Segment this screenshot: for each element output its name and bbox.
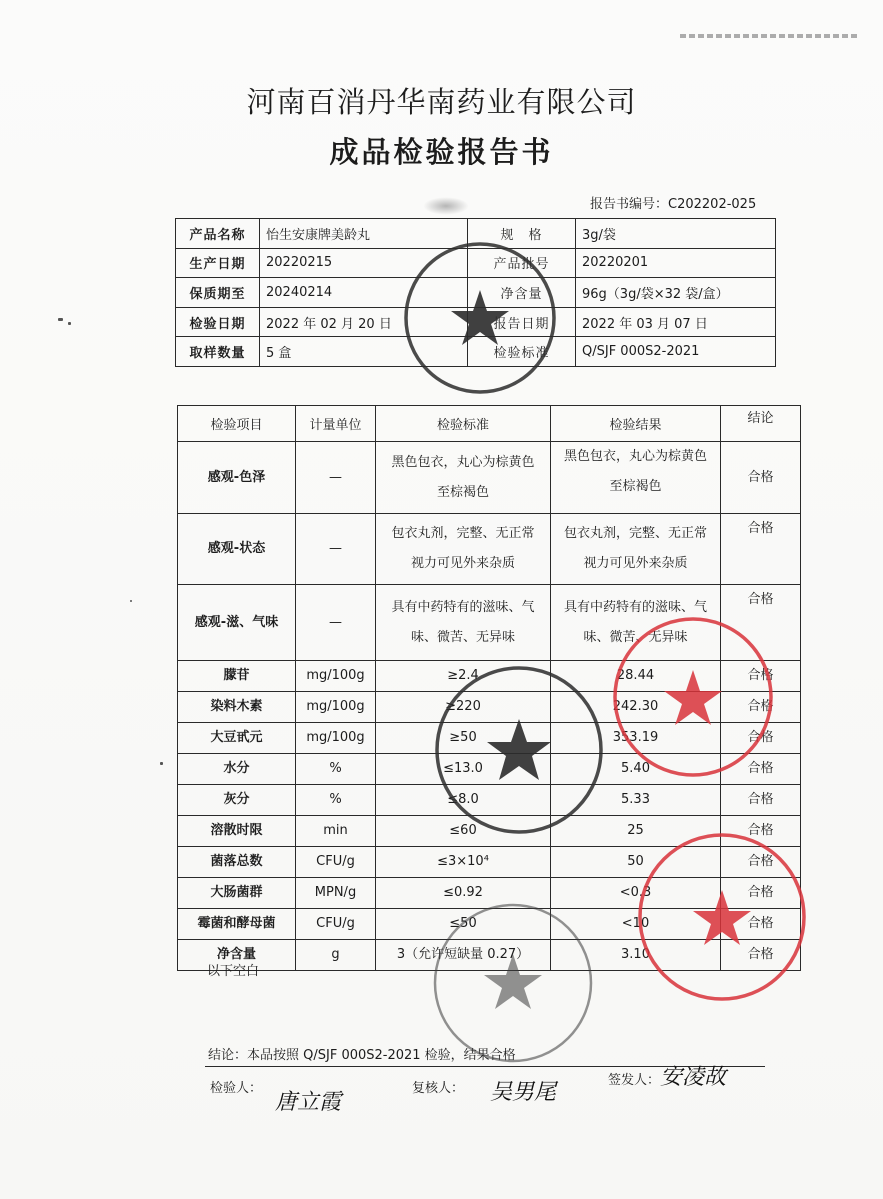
item-unit: mg/100g xyxy=(296,692,376,723)
report-number-label: 报告书编号： xyxy=(590,197,669,212)
reviewer-signature: 吴男尾 xyxy=(490,1080,557,1105)
report-title: 成品检验报告书 xyxy=(329,135,554,169)
item-standard: ≤8.0 xyxy=(376,785,551,816)
item-name: 感观-色泽 xyxy=(178,442,296,514)
item-name: 霉菌和酵母菌 xyxy=(178,909,296,940)
spec-value: 3g/袋 xyxy=(576,219,776,249)
result-line: 具有中药特有的滋味、气 xyxy=(563,599,707,615)
expiry-value: 20240214 xyxy=(260,278,468,308)
item-result: 5.40 xyxy=(551,754,721,785)
item-standard xyxy=(376,514,551,585)
item-conclusion: 合格 xyxy=(721,754,801,785)
item-standard: 3（允许短缺量 0.27） xyxy=(376,940,551,971)
item-unit: CFU/g xyxy=(296,847,376,878)
item-standard: ≤3×10⁴ xyxy=(376,847,551,878)
item-result: 3.10 xyxy=(551,940,721,971)
item-standard: ≥2.4 xyxy=(376,661,551,692)
faint-seal-stamp xyxy=(428,898,598,1068)
item-unit: — xyxy=(296,585,376,661)
standard-line: 具有中药特有的滋味、气 xyxy=(391,599,535,615)
item-unit: % xyxy=(296,785,376,816)
sample-seal-stamp xyxy=(635,830,810,1005)
issuer-label: 签发人： xyxy=(608,1073,661,1088)
item-unit: — xyxy=(296,514,376,585)
item-unit: g xyxy=(296,940,376,971)
scan-speck xyxy=(130,600,132,602)
item-unit: CFU/g xyxy=(296,909,376,940)
item-conclusion: 合格 xyxy=(721,692,801,723)
result-line: 视力可见外来杂质 xyxy=(583,556,688,571)
item-result: 50 xyxy=(551,847,721,878)
item-unit: mg/100g xyxy=(296,661,376,692)
sample-qty-value: 5 盒 xyxy=(260,337,468,367)
table-row xyxy=(178,514,801,585)
standard-line: 视力可见外来杂质 xyxy=(410,556,515,571)
inspector-label: 检验人： xyxy=(210,1081,263,1096)
result-line: 黑色包衣，丸心为棕黄色 xyxy=(563,449,707,464)
item-name: 染料木素 xyxy=(178,692,296,723)
item-result: 353.19 xyxy=(551,723,721,754)
item-result xyxy=(551,442,721,514)
item-name: 水分 xyxy=(178,754,296,785)
production-date-value: 20220215 xyxy=(260,248,468,278)
table-row xyxy=(178,442,801,514)
item-result xyxy=(551,514,721,585)
item-result: 242.30 xyxy=(551,692,721,723)
scan-edge-line xyxy=(680,34,860,38)
item-standard xyxy=(376,442,551,514)
item-result: 28.44 xyxy=(551,661,721,692)
expiry-label: 保质期至 xyxy=(176,278,260,308)
item-standard: ≤0.92 xyxy=(376,878,551,909)
item-conclusion: 合格 xyxy=(721,847,801,878)
reviewer-label: 复核人： xyxy=(412,1081,465,1096)
blank-below-note: 以下空白 xyxy=(207,964,260,979)
standard-label: 检验标准 xyxy=(468,337,576,367)
product-name-value: 怡生安康牌美龄丸 xyxy=(260,219,468,249)
item-conclusion: 合格 xyxy=(721,940,801,971)
item-name: 朦苷 xyxy=(178,661,296,692)
header-standard: 检验标准 xyxy=(376,406,551,442)
item-name: 感观-滋、气味 xyxy=(178,585,296,661)
item-standard: ≤50 xyxy=(376,909,551,940)
inspection-date-label: 检验日期 xyxy=(176,307,260,337)
item-name: 大豆甙元 xyxy=(178,723,296,754)
item-unit: MPN/g xyxy=(296,878,376,909)
scan-speck xyxy=(68,322,71,325)
standard-line: 味、微苦、无异味 xyxy=(410,629,515,645)
item-name: 感观-状态 xyxy=(178,514,296,585)
item-conclusion: 合格 xyxy=(721,585,801,661)
report-date-label: 报告日期 xyxy=(468,307,576,337)
conclusion-text: 结论：本品按照 Q/SJF 000S2-2021 检验，结果合格 xyxy=(208,1048,516,1063)
item-conclusion: 合格 xyxy=(721,514,801,585)
scan-speck xyxy=(160,762,163,765)
item-conclusion: 合格 xyxy=(721,878,801,909)
item-conclusion: 合格 xyxy=(721,723,801,754)
standard-line: 至棕褐色 xyxy=(436,484,489,500)
result-line: 至棕褐色 xyxy=(609,479,662,494)
net-content-value: 96g（3g/袋×32 袋/盒） xyxy=(576,278,776,308)
header-item: 检验项目 xyxy=(178,406,296,442)
item-result: 25 xyxy=(551,816,721,847)
item-unit: min xyxy=(296,816,376,847)
item-standard: ≤60 xyxy=(376,816,551,847)
item-conclusion: 合格 xyxy=(721,442,801,514)
item-name: 溶散时限 xyxy=(178,816,296,847)
standard-value: Q/SJF 000S2-2021 xyxy=(576,337,776,367)
report-number xyxy=(590,193,756,212)
product-name-label: 产品名称 xyxy=(176,219,260,249)
item-name: 大肠菌群 xyxy=(178,878,296,909)
production-date-label: 生产日期 xyxy=(176,248,260,278)
standard-line: 黑色包衣，丸心为棕黄色 xyxy=(391,454,535,470)
item-unit: mg/100g xyxy=(296,723,376,754)
item-result: <0.3 xyxy=(551,878,721,909)
report-date-value: 2022 年 03 月 07 日 xyxy=(576,307,776,337)
header-result: 检验结果 xyxy=(551,406,721,442)
test-header-row xyxy=(178,406,801,442)
sample-qty-label: 取样数量 xyxy=(176,337,260,367)
company-name: 河南百消丹华南药业有限公司 xyxy=(246,85,637,119)
scan-smudge xyxy=(423,197,469,215)
trade-seal-stamp xyxy=(608,612,778,782)
net-content-label: 净含量 xyxy=(468,278,576,308)
qc-seal-stamp xyxy=(400,238,560,398)
report-number-value: C202202-025 xyxy=(668,197,757,212)
item-unit: % xyxy=(296,754,376,785)
header-unit: 计量单位 xyxy=(296,406,376,442)
item-standard: ≥50 xyxy=(376,723,551,754)
item-conclusion: 合格 xyxy=(721,909,801,940)
item-name: 灰分 xyxy=(178,785,296,816)
company-seal-stamp xyxy=(432,663,607,838)
result-line: 包衣丸剂，完整、无正常 xyxy=(563,526,707,541)
item-standard: ≥220 xyxy=(376,692,551,723)
result-line: 味、微苦、无异味 xyxy=(583,629,688,645)
item-name: 净含量 xyxy=(178,940,296,971)
spec-label: 规 格 xyxy=(468,219,576,249)
item-standard: ≤13.0 xyxy=(376,754,551,785)
batch-value: 20220201 xyxy=(576,248,776,278)
item-conclusion: 合格 xyxy=(721,661,801,692)
inspection-date-value: 2022 年 02 月 20 日 xyxy=(260,307,468,337)
item-name: 菌落总数 xyxy=(178,847,296,878)
batch-label: 产品批号 xyxy=(468,248,576,278)
inspector-signature: 唐立霞 xyxy=(275,1090,342,1115)
item-conclusion: 合格 xyxy=(721,816,801,847)
item-conclusion: 合格 xyxy=(721,785,801,816)
item-standard xyxy=(376,585,551,661)
scan-speck xyxy=(58,318,63,321)
issuer-signature: 安凌故 xyxy=(660,1065,727,1090)
item-unit: — xyxy=(296,442,376,514)
item-result: 5.33 xyxy=(551,785,721,816)
standard-line: 包衣丸剂，完整、无正常 xyxy=(391,526,535,541)
header-conclusion: 结论 xyxy=(721,406,801,442)
item-result: <10 xyxy=(551,909,721,940)
